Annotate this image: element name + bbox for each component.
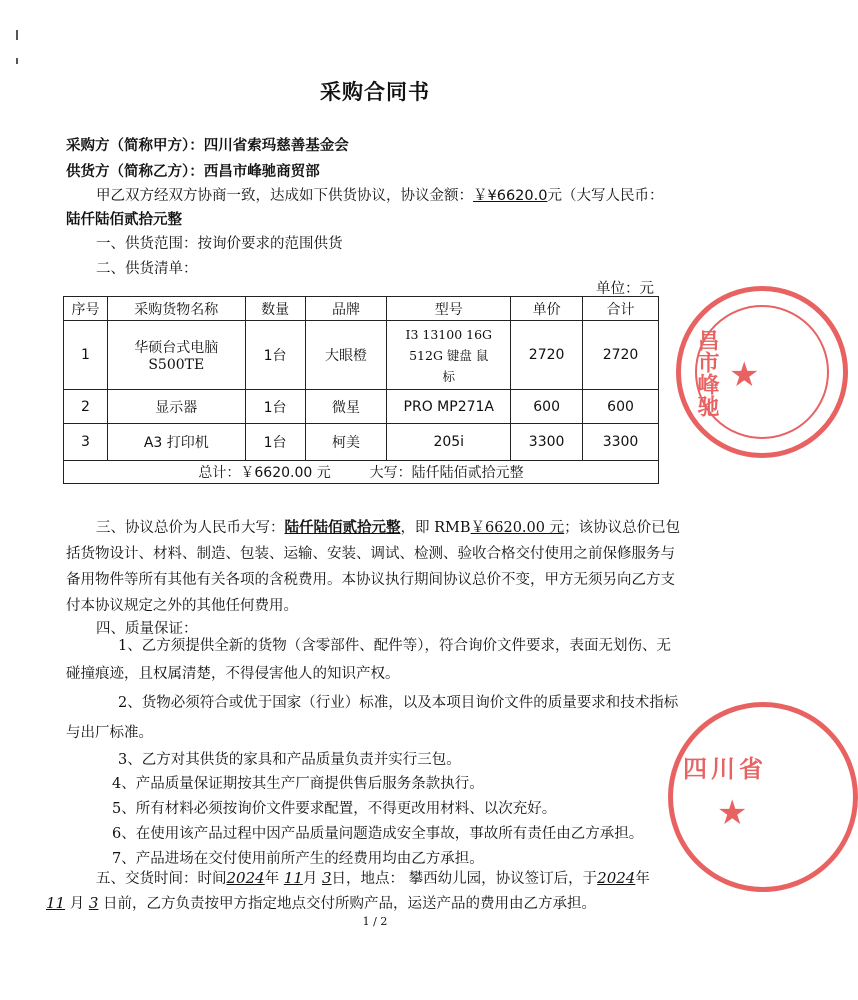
header-cell: 合计 <box>583 297 659 321</box>
item-model <box>387 321 511 390</box>
section-4: 四、质量保证： <box>96 621 198 637</box>
page-number: 1 / 2 <box>362 915 388 928</box>
handwritten-day: 3 <box>322 869 332 887</box>
item-qty: 1台 <box>245 390 305 424</box>
quality-item-3: 3、乙方对其供货的家具和产品质量负责并实行三包。 <box>118 752 461 768</box>
item-name: A3 打印机 <box>107 424 245 461</box>
quality-item-4: 4、产品质量保证期按其生产厂商提供售后服务条款执行。 <box>112 776 484 792</box>
year-label: 年 <box>635 871 650 887</box>
item-model: 205i <box>387 424 511 461</box>
item-qty: 1台 <box>245 424 305 461</box>
item-price: 600 <box>511 390 583 424</box>
quality-item-5: 5、所有材料必须按询价文件要求配置，不得更改用材料、以次充好。 <box>112 801 557 817</box>
agreement-upper: 陆仟陆佰贰拾元整 <box>66 212 182 228</box>
item-qty: 1台 <box>245 321 305 390</box>
table-header-row <box>64 297 659 321</box>
section-5-prefix: 五、交货时间：时间 <box>96 871 227 887</box>
table-row <box>64 424 659 461</box>
quality-item-6: 6、在使用该产品过程中因产品质量问题造成安全事故，事故所有责任由乙方承担。 <box>112 826 644 842</box>
seal-star-icon: ★ <box>717 793 748 833</box>
item-brand: 大眼橙 <box>305 321 387 390</box>
item-price: 3300 <box>511 424 583 461</box>
table-row <box>64 390 659 424</box>
header-cell: 序号 <box>64 297 108 321</box>
handwritten-year: 2024 <box>226 869 265 887</box>
header-cell: 品牌 <box>305 297 387 321</box>
buyer-line: 采购方（简称甲方）：四川省索玛慈善基金会 <box>66 138 349 154</box>
header-cell: 数量 <box>245 297 305 321</box>
item-model-line: 标 <box>442 368 456 384</box>
total-cell <box>64 461 659 484</box>
section-3-upper: 陆仟陆佰贰拾元整 <box>284 520 401 536</box>
row-number: 3 <box>64 424 108 461</box>
document-title: 采购合同书 <box>320 80 430 104</box>
scan-mark <box>16 58 18 64</box>
foundation-seal <box>668 702 858 892</box>
agreement-prefix: 甲乙双方经双方协商一致，达成如下供货协议，协议金额： <box>96 188 473 204</box>
item-name: 显示器 <box>107 390 245 424</box>
section-3-mid: ，即 RMB <box>400 520 471 536</box>
row-number: 1 <box>64 321 108 390</box>
agreement-suffix: 元（大写人民币： <box>547 188 664 204</box>
seal-text: 四川省 <box>683 755 767 783</box>
item-model-line: I3 13100 16G <box>405 326 493 342</box>
section-5-line-1 <box>96 867 650 888</box>
section-3 <box>66 515 684 619</box>
goods-table <box>63 296 659 484</box>
item-total: 600 <box>583 390 659 424</box>
table-row <box>64 321 659 390</box>
handwritten-day: 3 <box>88 894 99 912</box>
month-label: 月 <box>302 871 318 887</box>
section-2: 二、供货清单： <box>96 261 198 277</box>
header-cell: 型号 <box>387 297 511 321</box>
item-name-line: S500TE <box>148 357 205 373</box>
supplier-line: 供货方（简称乙方）：西昌市峰驰商贸部 <box>66 164 320 180</box>
item-total: 3300 <box>583 424 659 461</box>
quality-item-2: 2、货物必须符合或优于国家（行业）标准，以及本项目询价文件的质量要求和技术指标与出厂标准。 <box>66 695 679 741</box>
handwritten-month: 11 <box>46 894 66 912</box>
seal-text: 昌市峰驰 <box>694 329 719 417</box>
total-upper: 大写：陆仟陆佰贰拾元整 <box>369 465 524 481</box>
header-cell: 单价 <box>511 297 583 321</box>
section-5-mid: ，协议签订后，于 <box>481 871 598 887</box>
item-name-line: 华硕台式电脑 <box>134 340 219 356</box>
item-total: 2720 <box>583 321 659 390</box>
item-brand: 微星 <box>305 390 387 424</box>
quality-item-7: 7、产品进场在交付使用前所产生的经费用均由乙方承担。 <box>112 851 484 867</box>
handwritten-month: 11 <box>283 869 303 887</box>
item-name <box>107 321 245 390</box>
section-1: 一、供货范围：按询价要求的范围供货 <box>96 236 343 252</box>
table-total-row <box>64 461 659 484</box>
section-3-prefix: 三、协议总价为人民币大写： <box>96 520 285 536</box>
section-5-rest: 日前，乙方负责按甲方指定地点交付所购产品，运送产品的费用由乙方承担。 <box>102 896 596 912</box>
agreement-amount: ￥¥6620.0 <box>473 188 548 204</box>
handwritten-year: 2024 <box>597 869 636 887</box>
company-seal <box>676 286 848 458</box>
section-3-amount: ￥6620.00 元 <box>470 520 565 536</box>
total-label: 总计：￥6620.00 元 <box>198 465 331 481</box>
item-model: PRO MP271A <box>387 390 511 424</box>
scan-mark <box>16 30 18 40</box>
month-label: 月 <box>69 896 85 912</box>
year-label: 年 <box>264 871 280 887</box>
section-5-line-2 <box>46 892 596 913</box>
section-3-rest: ；该协议总价已包括货物设计、材料、制造、包装、运输、安装、调试、检测、验收合格交付使用之前保修服务与备用物件等所有其他有关各项的含税费用。本协议执行期间协议总价不变，甲方无须另向乙方支付本协议规定之外的其他任何费用。 <box>66 520 681 614</box>
agreement-line <box>96 184 663 205</box>
delivery-place: 攀西幼儿园 <box>408 871 482 887</box>
unit-label: 单位：元 <box>596 281 654 297</box>
quality-item-1: 1、乙方须提供全新的货物（含零部件、配件等），符合询价文件要求，表面无划伤、无碰撞痕迹，且权属清楚，不得侵害他人的知识产权。 <box>66 638 671 682</box>
header-cell: 采购货物名称 <box>107 297 245 321</box>
row-number: 2 <box>64 390 108 424</box>
item-model-line: 512G 键盘 鼠 <box>409 347 489 363</box>
item-brand: 柯美 <box>305 424 387 461</box>
item-price: 2720 <box>511 321 583 390</box>
seal-star-icon: ★ <box>729 355 760 395</box>
place-prefix: 日，地点： <box>331 871 405 887</box>
